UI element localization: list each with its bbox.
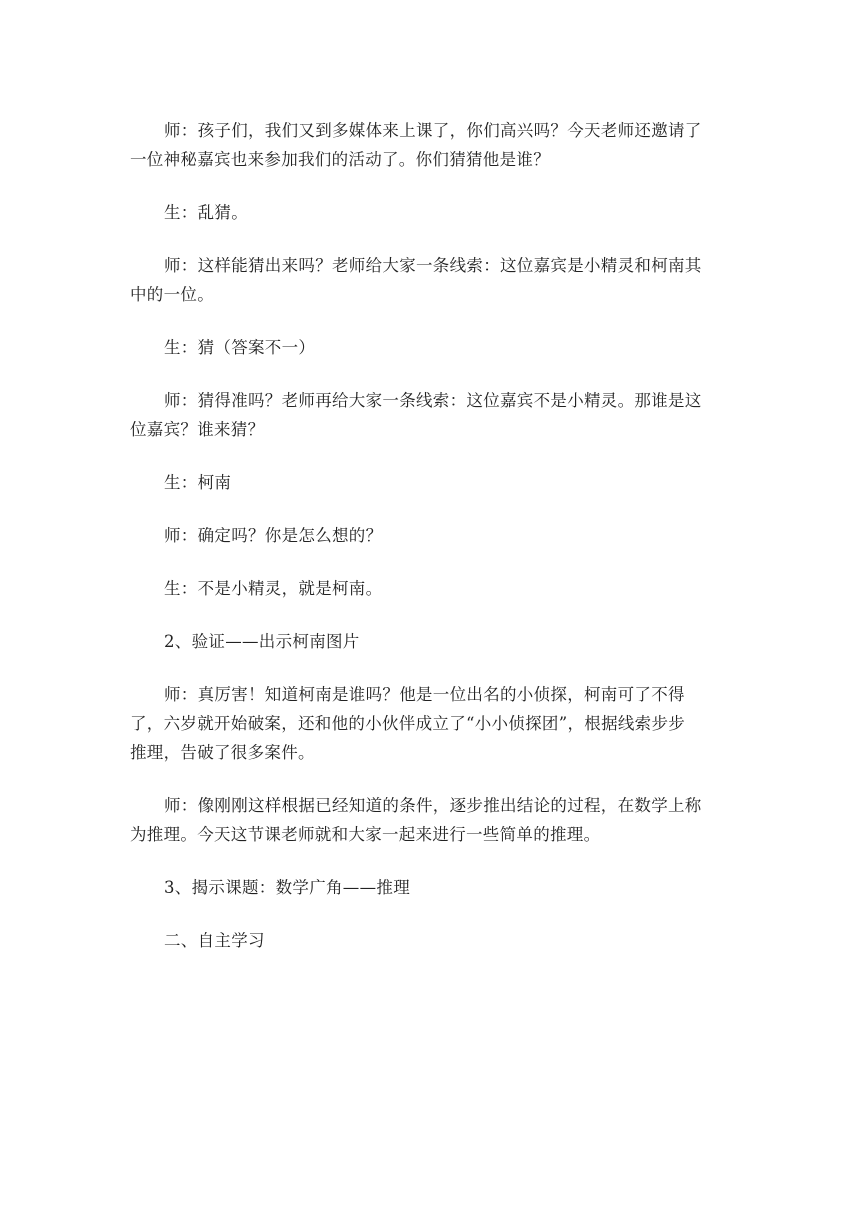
text-line: 2、验证——出示柯南图片: [164, 632, 360, 651]
paragraph-teacher-confirm: [130, 521, 722, 550]
text-line: 了，六岁就开始破案，还和他的小伙伴成立了“小小侦探团”，根据线索步步: [130, 714, 686, 733]
paragraph-student-guess: [130, 198, 722, 227]
text-line: 生：不是小精灵，就是柯南。: [164, 579, 383, 598]
document-body: [130, 116, 722, 979]
section-heading-self-study: [130, 926, 722, 955]
text-line: 推理，告破了很多案件。: [130, 743, 315, 762]
text-line: 师：确定吗？你是怎么想的？: [164, 526, 383, 545]
section-heading-topic: [130, 873, 722, 902]
paragraph-teacher-reasoning-def: [130, 791, 722, 849]
text-line: 师：孩子们，我们又到多媒体来上课了，你们高兴吗？今天老师还邀请了: [164, 121, 702, 140]
text-line: 中的一位。: [130, 285, 214, 304]
text-line: 二、自主学习: [164, 931, 265, 950]
paragraph-teacher-intro: [130, 116, 722, 174]
text-line: 师：像刚刚这样根据已经知道的条件，逐步推出结论的过程，在数学上称: [164, 796, 702, 815]
text-line: 生：猜（答案不一）: [164, 338, 316, 357]
text-line: 位嘉宾？谁来猜？: [130, 420, 265, 439]
section-heading-verify: [130, 627, 722, 656]
paragraph-teacher-clue-1: [130, 251, 722, 309]
paragraph-student-reason: [130, 574, 722, 603]
text-line: 师：这样能猜出来吗？老师给大家一条线索：这位嘉宾是小精灵和柯南其: [164, 256, 702, 275]
text-line: 师：猜得准吗？老师再给大家一条线索：这位嘉宾不是小精灵。那谁是这: [164, 391, 702, 410]
text-line: 3、揭示课题：数学广角——推理: [164, 878, 410, 897]
text-line: 为推理。今天这节课老师就和大家一起来进行一些简单的推理。: [130, 825, 601, 844]
text-line: 一位神秘嘉宾也来参加我们的活动了。你们猜猜他是谁？: [130, 150, 550, 169]
paragraph-teacher-clue-2: [130, 386, 722, 444]
text-line: 生：柯南: [164, 473, 232, 492]
text-line: 生：乱猜。: [164, 203, 248, 222]
text-line: 师：真厉害！知道柯南是谁吗？他是一位出名的小侦探，柯南可了不得: [164, 685, 685, 704]
paragraph-student-answers: [130, 333, 722, 362]
paragraph-teacher-conan-story: [130, 680, 722, 767]
paragraph-student-conan: [130, 468, 722, 497]
